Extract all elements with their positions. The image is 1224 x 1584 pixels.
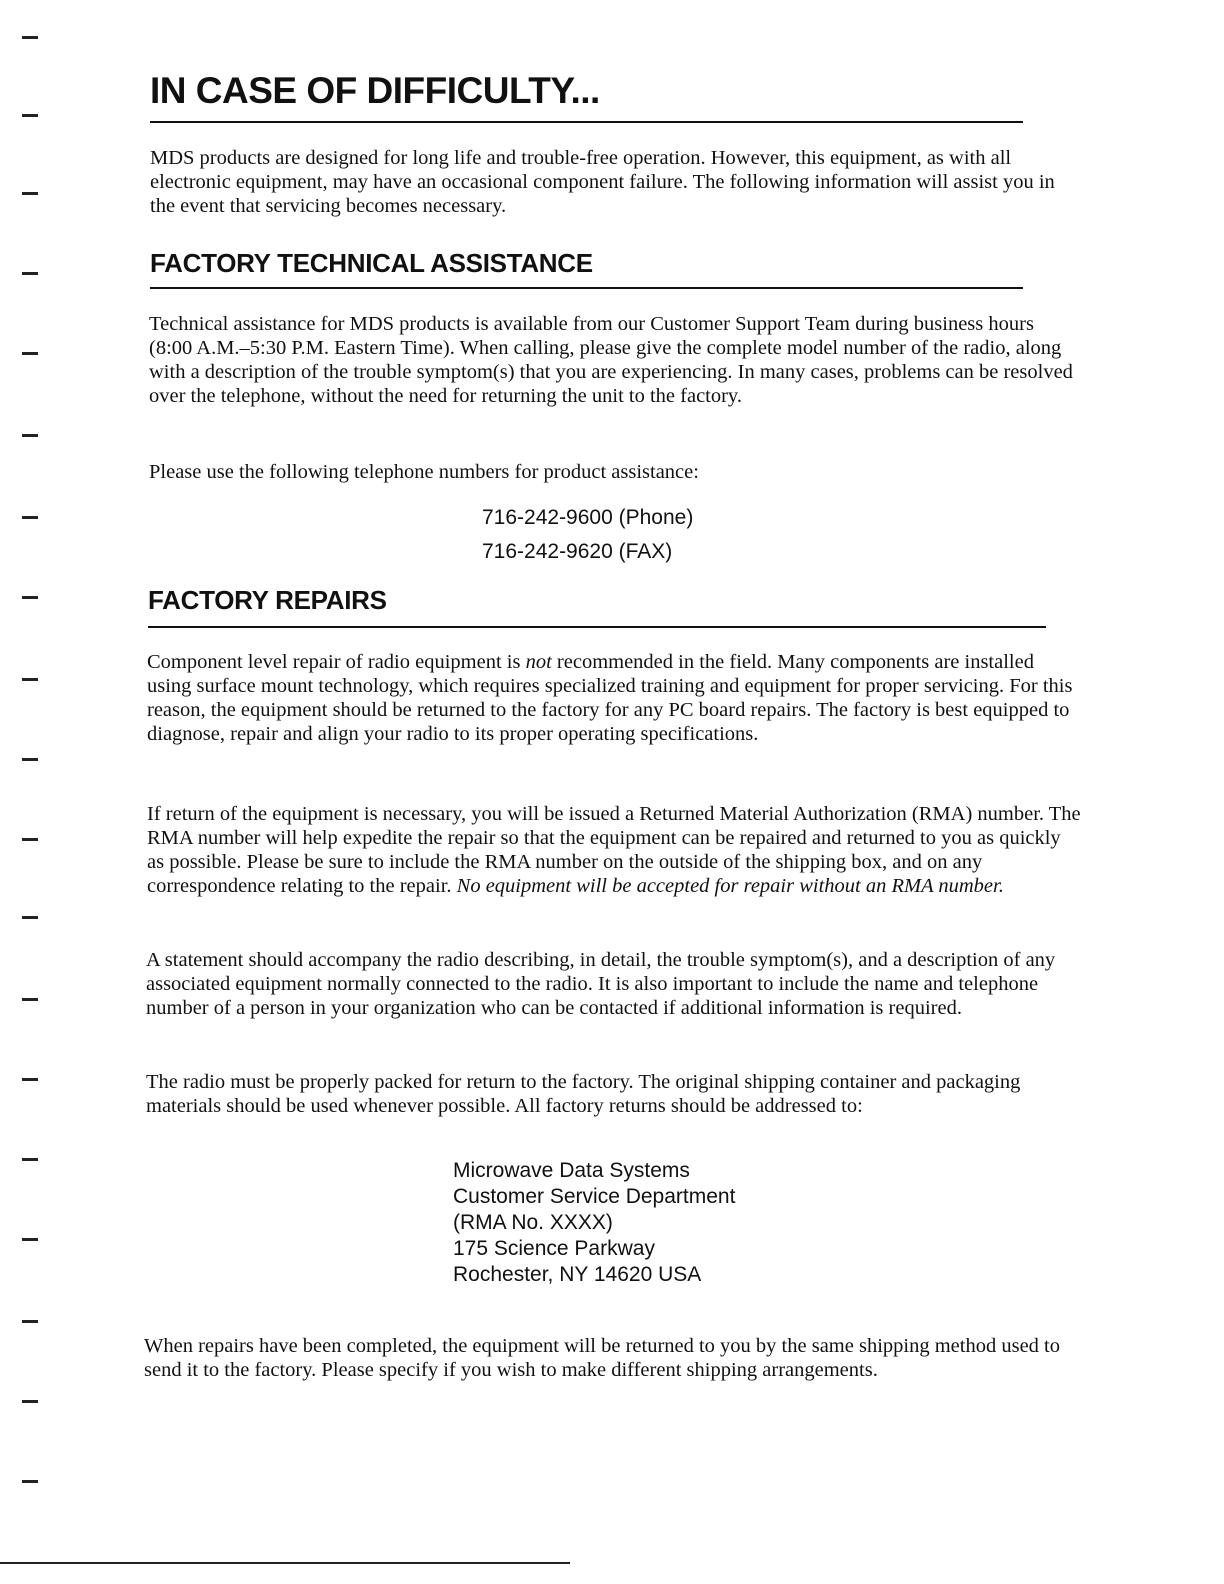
margin-mark [22, 36, 38, 39]
margin-mark [22, 1158, 38, 1161]
address-line: Microwave Data Systems [453, 1159, 690, 1182]
assistance-rule [150, 287, 1023, 289]
phone-intro-paragraph: Please use the following telephone numbers for product assistance: [149, 461, 699, 483]
footer-rule [0, 1562, 570, 1564]
margin-mark [22, 1480, 38, 1483]
assistance-paragraph: Technical assistance for MDS products is available from our Customer Support Team during business hours (8:00 A.M.–5:30 P.M. Eastern Time). When calling, please give the complete model number of the radio, along with a description of the trouble symptom(s) that you are experiencing. In many cases, problems can be resolved over the telephone, without the need for returning the unit to the factory. [149, 313, 1073, 407]
page-title: IN CASE OF DIFFICULTY... [150, 70, 600, 111]
address-line: Rochester, NY 14620 USA [453, 1263, 702, 1286]
address-line: (RMA No. XXXX) [453, 1211, 613, 1234]
margin-mark [22, 838, 38, 841]
repairs-paragraph-1 [147, 650, 1082, 746]
repairs-paragraph-5: When repairs have been completed, the equipment will be returned to you by the same shipping method used to send it to the factory. Please specify if you wish to make different shipping arrangements. [144, 1335, 1060, 1381]
margin-mark [22, 434, 38, 437]
margin-mark [22, 678, 38, 681]
repairs-paragraph-3: A statement should accompany the radio describing, in detail, the trouble symptom(s), and a description of any associated equipment normally connected to the radio. It is also important to include the name and telephone number of a person in your organization who can be contacted if additional information is required. [146, 949, 1056, 1019]
margin-mark [22, 596, 38, 599]
repairs-p1-text-cont: recommended in the field. Many components are installed using surface mount technology, which requires specialized training and equipment for proper servicing. For this reason, the equipment should be returned to the factory for any PC board repairs. The factory is best equipped to diagnose, repair and align your radio to its proper operating specifications. [147, 651, 1073, 745]
title-rule [150, 121, 1023, 123]
margin-mark [22, 1400, 38, 1403]
contact-numbers [482, 501, 693, 569]
repairs-p2-emphasis: No equipment will be accepted for repair without an RMA number. [456, 875, 1004, 897]
address-line: 175 Science Parkway [453, 1237, 655, 1260]
phone-number: 716-242-9600 (Phone) [482, 506, 694, 529]
margin-mark [22, 916, 38, 919]
margin-mark [22, 516, 38, 519]
repairs-p1-emphasis: not [525, 651, 552, 673]
repairs-paragraph-2 [147, 802, 1082, 898]
fax-number: 716-242-9620 (FAX) [482, 540, 673, 563]
return-address [453, 1158, 735, 1288]
margin-mark [22, 758, 38, 761]
margin-mark [22, 998, 38, 1001]
section-heading-assistance: FACTORY TECHNICAL ASSISTANCE [150, 248, 593, 278]
margin-mark [22, 114, 38, 117]
address-line: Customer Service Department [453, 1185, 736, 1208]
margin-mark [22, 1238, 38, 1241]
repairs-rule [148, 626, 1046, 628]
intro-paragraph: MDS products are designed for long life and trouble-free operation. However, this equipment, as with all electronic equipment, may have an occasional component failure. The following information will assist you in the event that servicing becomes necessary. [150, 147, 1055, 217]
margin-mark [22, 352, 38, 355]
section-heading-repairs: FACTORY REPAIRS [148, 585, 387, 615]
margin-mark [22, 272, 38, 275]
repairs-p2-text: If return of the equipment is necessary, you will be issued a Returned Material Authorization (RMA) number. The RMA number will help expedite the repair so that the equipment can be repaired and returned to you as quickly as possible. Please be sure to include the RMA number on the outside of the shipping box, and on any correspondence relating to the repair. [147, 803, 1081, 897]
margin-mark [22, 192, 38, 195]
repairs-paragraph-4: The radio must be properly packed for return to the factory. The original shipping container and packaging materials should be used whenever possible. All factory returns should be addressed to: [146, 1071, 1021, 1117]
margin-mark [22, 1078, 38, 1081]
margin-mark [22, 1320, 38, 1323]
repairs-p1-text: Component level repair of radio equipment is [147, 651, 526, 673]
